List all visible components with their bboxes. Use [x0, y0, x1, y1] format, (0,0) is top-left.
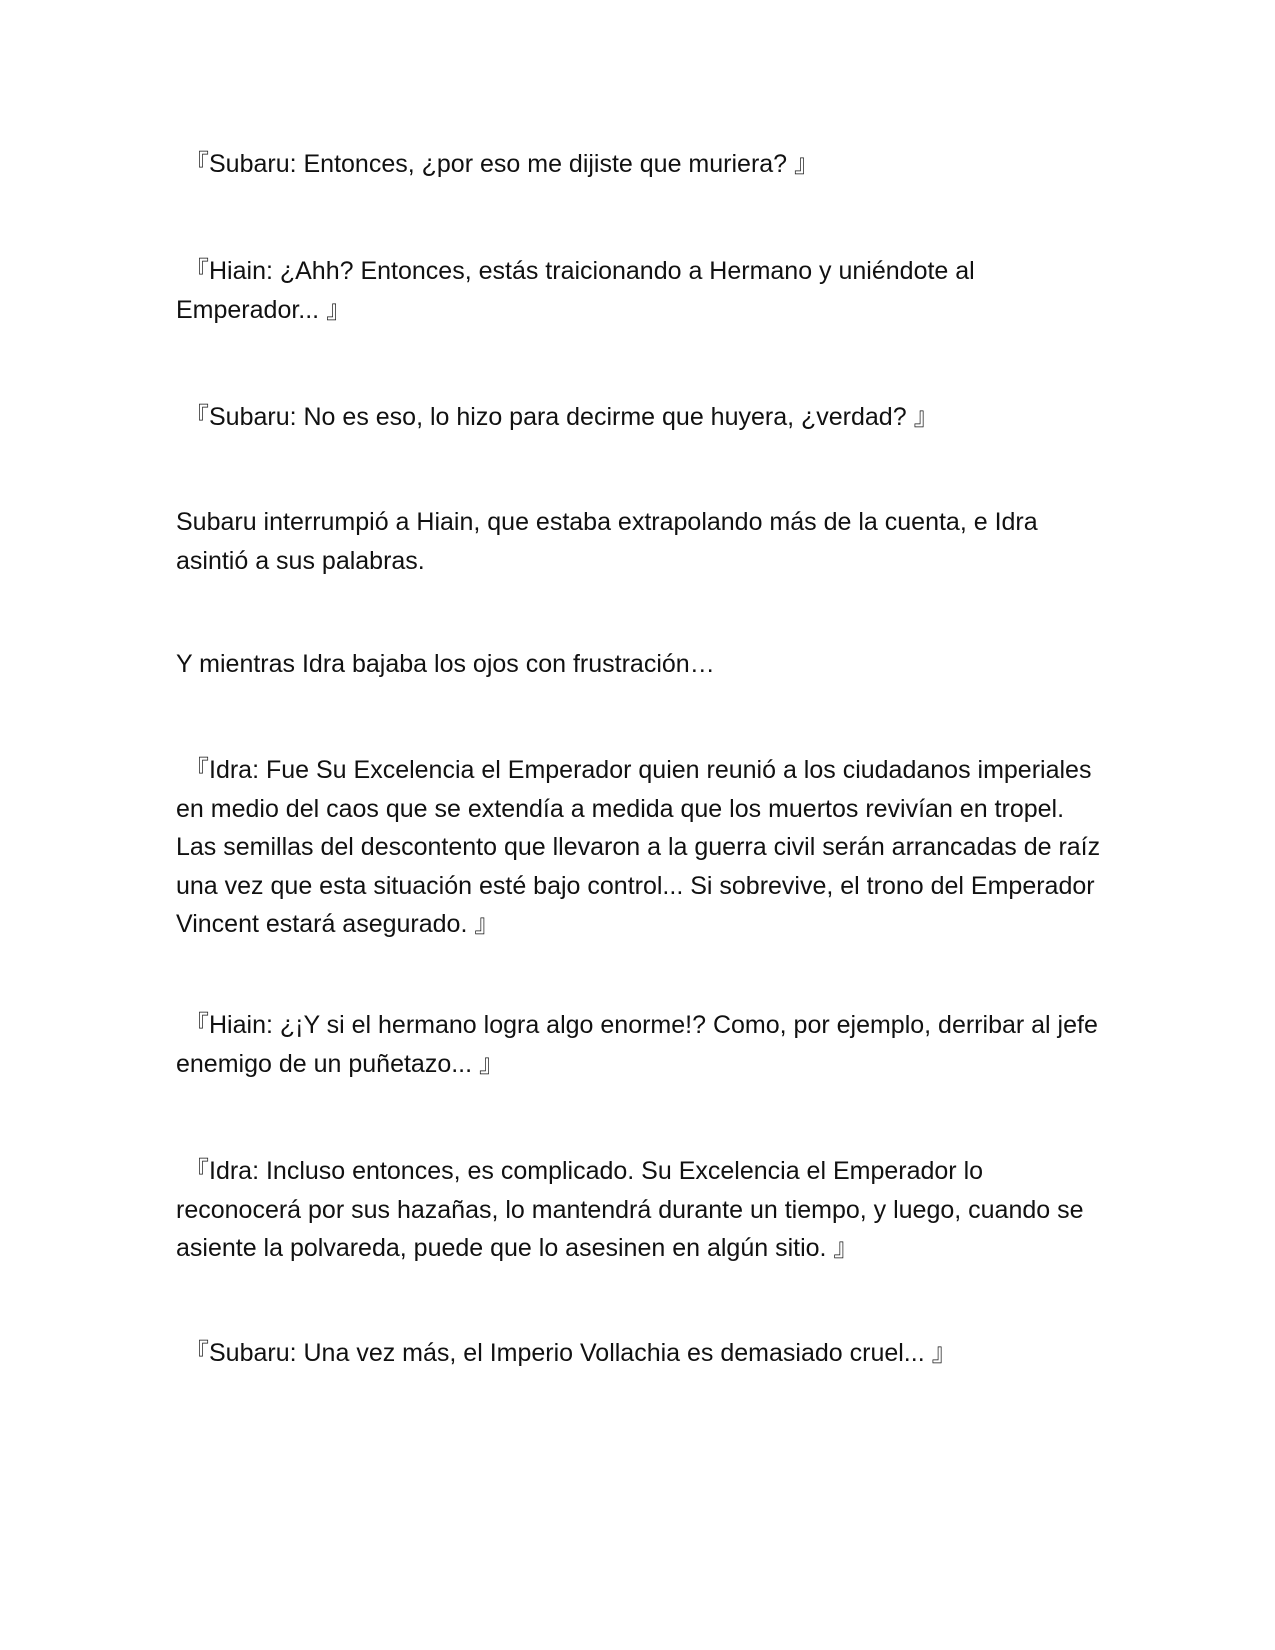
- dialogue-line: 『Idra: Incluso entonces, es complicado. Su Excelencia el Emperador lo reconocerá por sus hazañas, lo mantendrá durante un tiempo, y luego, cuando se asiente la polvareda, puede que lo asesinen en algún sitio. 』: [176, 1157, 1084, 1262]
- dialogue-line: 『Subaru: Entonces, ¿por eso me dijiste que muriera? 』: [184, 150, 820, 178]
- dialogue-line: 『Idra: Fue Su Excelencia el Emperador quien reunió a los ciudadanos imperiales en medio del caos que se extendía a medida que los muertos revivían en tropel. Las semillas del descontento que llevaron a la guerra civil serán arrancadas de raíz una vez que esta situación esté bajo control... Si sobrevive, el trono del Emperador Vincent estará asegurado. 』: [176, 756, 1101, 938]
- dialogue-line: 『Hiain: ¿Ahh? Entonces, estás traicionando a Hermano y uniéndote al Emperador... 』: [176, 257, 975, 324]
- dialogue-line: 『Hiain: ¿¡Y si el hermano logra algo enorme!? Como, por ejemplo, derribar al jefe enemigo de un puñetazo... 』: [176, 1011, 1098, 1078]
- narration-paragraph: Subaru interrumpió a Hiain, que estaba extrapolando más de la cuenta, e Idra asintió a sus palabras.: [176, 508, 1038, 575]
- dialogue-line: 『Subaru: No es eso, lo hizo para decirme que huyera, ¿verdad? 』: [184, 403, 939, 431]
- dialogue-line: 『Subaru: Una vez más, el Imperio Vollachia es demasiado cruel... 』: [184, 1339, 957, 1367]
- narration-paragraph: Y mientras Idra bajaba los ojos con frustración…: [176, 650, 715, 678]
